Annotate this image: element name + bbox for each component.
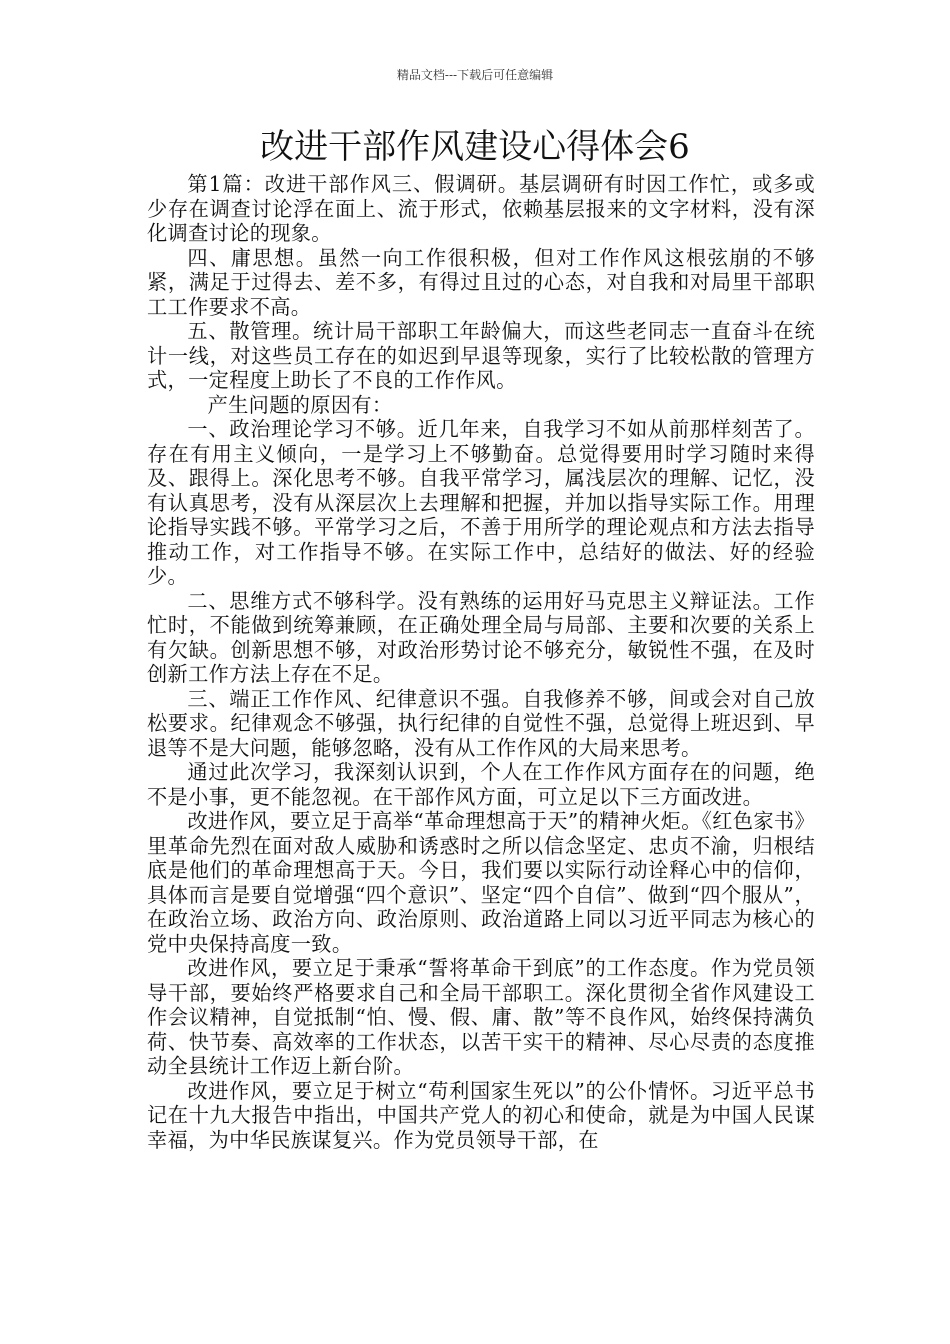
paragraph-cause-3: 三、端正工作作风、纪律意识不强。自我修养不够，间或会对自己放松要求。纪律观念不够强，执行纪律的自觉性不强，总觉得上班迟到、早退等不是大问题，能够忽略，没有从工作作风的大局来思考。 [147, 686, 815, 760]
paragraph-cause-1: 一、政治理论学习不够。近几年来，自我学习不如从前那样刻苦了。存在有用主义倾向，一是学习上不够勤奋。总觉得要用时学习随时来得及、跟得上。深化思考不够。自我平常学习，属浅层次的理解、记忆，没有认真思考，没有从深层次上去理解和把握，并加以指导实际工作。用理论指导实践不够。平常学习之后，不善于用所学的理论观点和方法去指导推动工作，对工作指导不够。在实际工作中，总结好的做法、好的经验少。 [147, 417, 815, 588]
paragraph-intro: 第1篇：改进干部作风三、假调研。基层调研有时因工作忙，或多或少存在调查讨论浮在面上、流于形式，依赖基层报来的文字材料，没有深化调查讨论的现象。 [147, 172, 815, 245]
paragraph-point-5: 五、散管理。统计局干部职工年龄偏大，而这些老同志一直奋斗在统计一线，对这些员工存在的如迟到早退等现象，实行了比较松散的管理方式，一定程度上助长了不良的工作作风。 [147, 319, 815, 392]
paragraph-improve-2: 改进作风，要立足于秉承“誓将革命干到底”的工作态度。作为党员领导干部，要始终严格要求自己和全局干部职工。深化贯彻全省作风建设工作会议精神，自觉抵制“怕、慢、假、庸、散”等不良作风，始终保持满负荷、快节奏、高效率的工作状态，以苦干实干的精神、尽心尽责的态度推动全县统计工作迈上新台阶。 [147, 956, 815, 1078]
paragraph-cause-2: 二、思维方式不够科学。没有熟练的运用好马克思主义辩证法。工作忙时，不能做到统筹兼顾，在正确处理全局与局部、主要和次要的关系上有欠缺。创新思想不够，对政治形势讨论不够充分，敏锐性不强，在及时创新工作方法上存在不足。 [147, 588, 815, 686]
paragraph-improve-3: 改进作风，要立足于树立“苟利国家生死以”的公仆情怀。习近平总书记在十九大报告中指出，中国共产党人的初心和使命，就是为中国人民谋幸福，为中华民族谋复兴。作为党员领导干部，在 [147, 1078, 815, 1152]
paragraph-reflection: 通过此次学习，我深刻认识到，个人在工作作风方面存在的问题，绝不是小事，更不能忽视。在干部作风方面，可立足以下三方面改进。 [147, 760, 815, 809]
paragraph-causes-heading: 产生问题的原因有： [207, 392, 393, 417]
page-header: 精品文档---下载后可任意编辑 [396, 68, 554, 82]
paragraph-point-4: 四、庸思想。虽然一向工作很积极，但对工作作风这根弦崩的不够紧，满足于过得去、差不多，有得过且过的心态，对自我和对局里干部职工工作要求不高。 [147, 245, 815, 319]
paragraph-improve-1: 改进作风，要立足于高举“革命理想高于天”的精神火炬。《红色家书》里革命先烈在面对敌人威胁和诱惑时之所以信念坚定、忠贞不渝，归根结底是他们的革命理想高于天。今日，我们要以实际行动诠释心中的信仰，具体而言是要自觉增强“四个意识”、坚定“四个自信”、做到“四个服从”，在政治立场、政治方向、政治原则、政治道路上同以习近平同志为核心的党中央保持高度一致。 [147, 809, 815, 956]
document-title: 改进干部作风建设心得体会6 [260, 127, 690, 167]
document-body [147, 172, 815, 1152]
